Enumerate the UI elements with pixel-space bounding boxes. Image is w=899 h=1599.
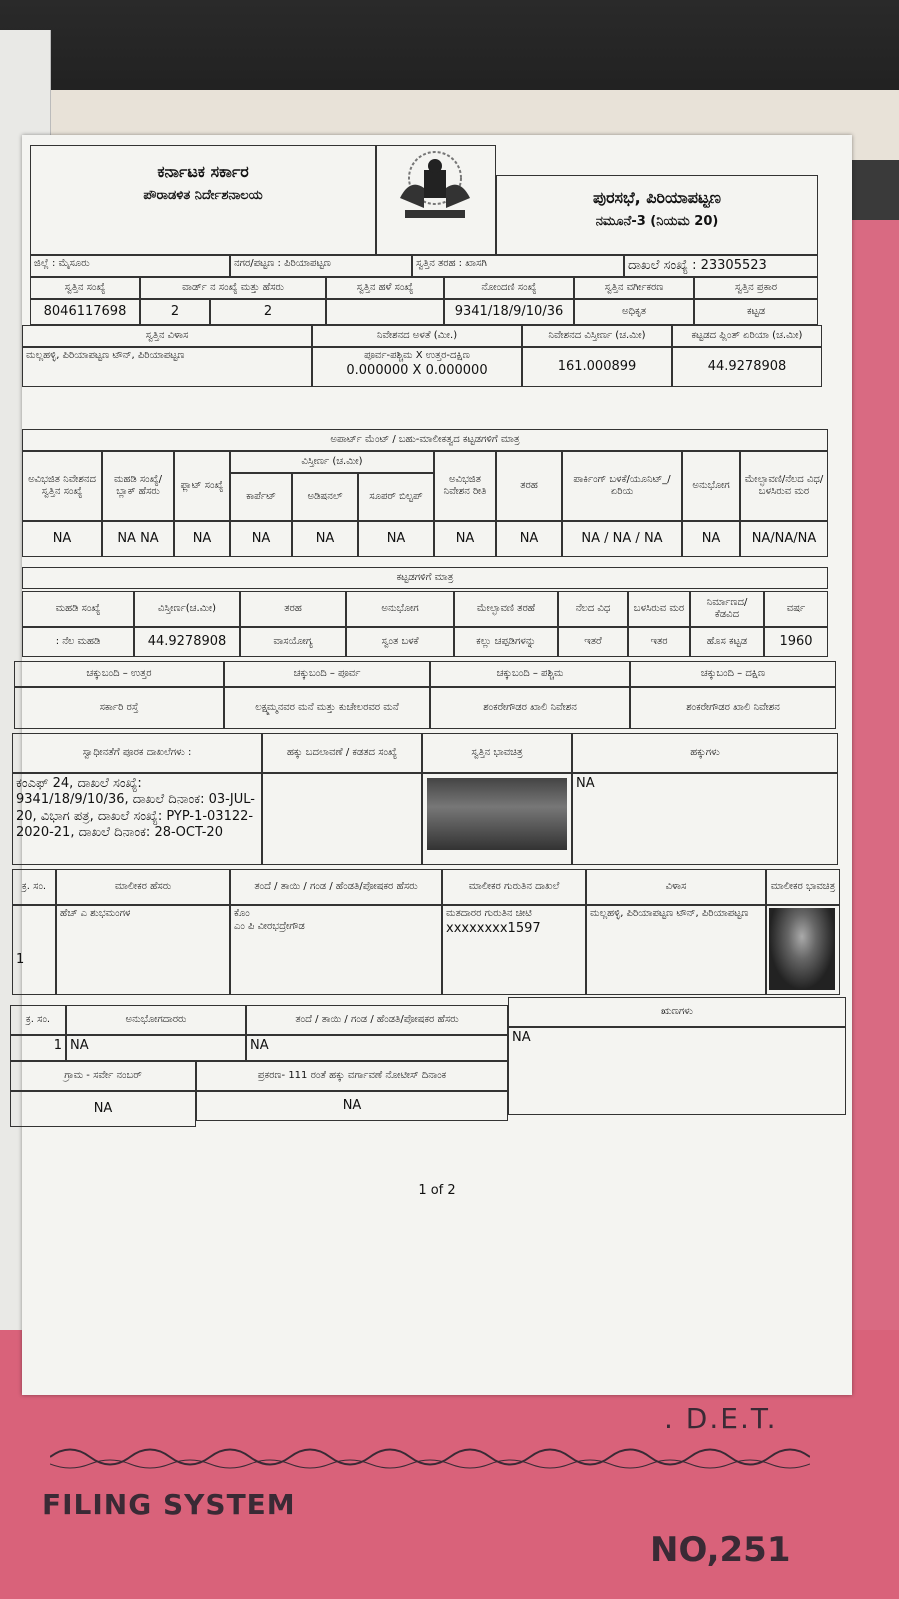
ward-no: 2: [140, 299, 210, 325]
docs-header: ಸ್ವಾಧೀನತೆಗೆ ಪೂರಕ ದಾಖಲೆಗಳು :: [12, 733, 262, 773]
bld-h-roof: ಮೇಲ್ಛಾವಣಿ ತರಹೆ: [454, 591, 558, 627]
own-name: ಹೆಚ್ ಎ ಶುಭಮಂಗಳ: [56, 905, 230, 995]
bld-built: ಹೊಸ ಕಟ್ಟಡ: [690, 627, 764, 657]
apt-val-additional: NA: [292, 521, 358, 557]
occ-sno: 1: [10, 1035, 66, 1061]
kind-header: ಸ್ವತ್ತಿನ ಪ್ರಕಾರ: [694, 277, 818, 299]
bnd-h-east: ಚಕ್ಕುಬಂದಿ – ಪೂರ್ವ: [224, 661, 430, 687]
prop-no-header: ಸ್ವತ್ತಿನ ಸಂಖ್ಯೆ: [30, 277, 140, 299]
bld-h-built: ನಿರ್ಮಾಣದ/ ಕೆಡವಿದ: [690, 591, 764, 627]
address-header: ಸ್ವತ್ತಿನ ವಿಳಾಸ: [22, 325, 312, 347]
apt-h-type: ತರಹ: [496, 451, 562, 521]
apt-h-parking: ಪಾರ್ಕಿಂಗ್ ಬಳಕೆ/ಯೂನಿಟ್_/ಏರಿಯ: [562, 451, 682, 521]
apt-val-roof: NA/NA/NA: [740, 521, 828, 557]
apt-h-use: ಅನುಭೋಗ: [682, 451, 740, 521]
prop-class: ಅಧಿಕೃತ: [574, 299, 694, 325]
apt-h-carpet: ಕಾರ್ಪೆಟ್: [230, 473, 292, 521]
apt-val-type: NA: [496, 521, 562, 557]
header-left: [30, 145, 376, 255]
apt-h-floor: ಮಹಡಿ ಸಂಖ್ಯೆ/ಬ್ಲಾಕ್ ಹೆಸರು: [102, 451, 174, 521]
building-title: ಕಟ್ಟಡಗಳಿಗೆ ಮಾತ್ರ: [22, 567, 828, 589]
apt-val-undivided: NA: [22, 521, 102, 557]
bnd-south: ಶಂಕರೇಗೌಡರ ಖಾಲಿ ನಿವೇಶನ: [630, 687, 836, 729]
apt-val-undiv-share: NA: [434, 521, 496, 557]
class-header: ಸ್ವತ್ತಿನ ವರ್ಗೀಕರಣ: [574, 277, 694, 299]
plinth-header: ಕಟ್ಟಡದ ಪ್ಲಿಂತ್ ಏರಿಯಾ (ಚ.ಮೀ): [672, 325, 822, 347]
occ-relation: NA: [246, 1035, 508, 1061]
bnd-north: ಸರ್ಕಾರಿ ರಸ್ತೆ: [14, 687, 224, 729]
site-area: 161.000899: [522, 347, 672, 387]
ward-name: 2: [210, 299, 326, 325]
page-number: 1 of 2: [418, 1183, 456, 1198]
prop-no: 8046117698: [30, 299, 140, 325]
old-no-header: ಸ್ವತ್ತಿನ ಹಳೆ ಸಂಖ್ಯೆ: [326, 277, 444, 299]
site-len-header: ನಿವೇಶನದ ಅಳತೆ (ಮೀ.): [312, 325, 522, 347]
header-emblem-cell: [376, 145, 496, 255]
district: ಜಿಲ್ಲೆ : ಮೈಸೂರು: [30, 255, 230, 277]
own-sno: 1: [12, 905, 56, 995]
own-h-sno: ಕ್ರ. ಸಂ.: [12, 869, 56, 905]
occ-liabilities: NA: [508, 1027, 846, 1115]
form-number: ನಮೂನೆ-3 (ನಿಯಮ 20): [595, 214, 719, 229]
gov-title: ಕರ್ನಾಟಕ ಸರ್ಕಾರ: [157, 162, 249, 181]
bld-h-use: ಅನುಭೋಗ: [346, 591, 454, 627]
bld-floortype: ಇತರೆ: [558, 627, 628, 657]
own-relation: ಎಂ ಪಿ ವೀರಭದ್ರೇಗೌಡ: [234, 920, 305, 932]
apt-val-floor: NA NA: [102, 521, 174, 557]
bld-h-wood: ಬಳಸಿರುವ ಮರ: [628, 591, 690, 627]
apt-h-undiv-share: ಅವಿಭಜಿತ ನಿವೇಶನ ರೀತಿ: [434, 451, 496, 521]
header-right: [496, 175, 818, 255]
address: ಮಲ್ಲಹಳ್ಳಿ, ಪಿರಿಯಾಪಟ್ಟಣ ಟೌನ್, ಪಿರಿಯಾಪಟ್ಟಣ: [22, 347, 312, 387]
change-header: ಹಕ್ಕು ಬದಲಾವಣೆ / ಕಡತದ ಸಂಖ್ಯೆ: [262, 733, 422, 773]
survey-header: ಗ್ರಾಮ - ಸರ್ವೇ ನಂಬರ್: [10, 1061, 196, 1091]
own-relation-type: ಕೊಂ: [234, 908, 250, 919]
apt-h-area: ವಿಸ್ತೀರ್ಣ (ಚ.ಮೀ): [230, 451, 434, 473]
folder-filing-label: FILING SYSTEM: [42, 1488, 296, 1521]
bld-h-type: ತರಹ: [240, 591, 346, 627]
bld-wood: ಇತರ: [628, 627, 690, 657]
own-id-cell: [442, 905, 586, 995]
own-address: ಮಲ್ಲಹಳ್ಳಿ, ಪಿರಿಯಾಪಟ್ಟಣ ಟೌನ್, ಪಿರಿಯಾಪಟ್ಟಣ: [586, 905, 766, 995]
plinth-area: 44.9278908: [672, 347, 822, 387]
bld-area: 44.9278908: [134, 627, 240, 657]
apt-val-flat: NA: [174, 521, 230, 557]
bld-h-floortype: ನೆಲದ ವಿಧ: [558, 591, 628, 627]
own-h-name: ಮಾಲೀಕರ ಹೆಸರು: [56, 869, 230, 905]
owner-photo: [769, 908, 835, 990]
bnd-west: ಶಂಕರೇಗೌಡರ ಖಾಲಿ ನಿವೇಶನ: [430, 687, 630, 729]
photo-header: ಸ್ವತ್ತಿನ ಭಾವಚಿತ್ರ: [422, 733, 572, 773]
apartment-title: ಅಪಾರ್ಟ್ ಮೆಂಟ್ / ಬಹು-ಮಾಲೀಕತ್ವದ ಕಟ್ಟಡಗಳಿಗೆ ಮಾತ್ರ: [22, 429, 828, 451]
notice-header: ಪ್ರಕರಣ- 111 ರಂತೆ ಹಕ್ಕು ವರ್ಗಾವಣೆ ನೋಟೀಸ್ ದಿನಾಂಕ: [196, 1061, 508, 1091]
owner-photo-cell: [766, 905, 840, 995]
folder-number: NO,251: [650, 1530, 791, 1570]
bld-roof: ಕಲ್ಲು ಚಪ್ಪಡಿಗಳನ್ನು: [454, 627, 558, 657]
own-h-id: ಮಾಲೀಕರ ಗುರುತಿನ ದಾಖಲೆ: [442, 869, 586, 905]
occ-h-relation: ತಂದೆ / ತಾಯಿ / ಗಂಡ / ಹೆಂಡತಿ/ಪೋಷಕರ ಹೆಸರು: [246, 1005, 508, 1035]
bnd-h-north: ಚಕ್ಕುಬಂದಿ – ಉತ್ತರ: [14, 661, 224, 687]
bnd-h-west: ಚಕ್ಕುಬಂದಿ – ಪಶ್ಚಿಮ: [430, 661, 630, 687]
apt-h-undivided: ಅವಿಭಜಿತ ನಿವೇಶನದ ಸ್ವತ್ತಿನ ಸಂಖ್ಯೆ: [22, 451, 102, 521]
apt-val-carpet: NA: [230, 521, 292, 557]
survey-value: NA: [10, 1091, 196, 1127]
property-photo: [427, 778, 567, 850]
apt-h-superbuilt: ಸೂಪರ್ ಬಿಲ್ಟಪ್: [358, 473, 434, 521]
dimensions-cell: [312, 347, 522, 387]
rights-header: ಹಕ್ಕುಗಳು: [572, 733, 838, 773]
municipality-name: ಪುರಸಭೆ, ಪಿರಿಯಾಪಟ್ಟಣ: [593, 188, 721, 207]
bld-h-area: ವಿಸ್ತೀರ್ಣ(ಚ.ಮೀ): [134, 591, 240, 627]
folder-det-label: . D.E.T.: [664, 1402, 778, 1435]
bld-type: ವಾಸಯೋಗ್ಯ: [240, 627, 346, 657]
bld-h-floor: ಮಹಡಿ ಸಂಖ್ಯೆ: [22, 591, 134, 627]
apt-val-superbuilt: NA: [358, 521, 434, 557]
occ-name: NA: [66, 1035, 246, 1061]
document-page: [16, 135, 852, 1395]
bld-use: ಸ್ವಂತ ಬಳಕೆ: [346, 627, 454, 657]
occ-h-liabilities: ಋಣಗಳು: [508, 997, 846, 1027]
own-relation-cell: [230, 905, 442, 995]
dims-label: ಪೂರ್ವ-ಪಶ್ಚಿಮ X ಉತ್ತರ-ದಕ್ಷಿಣ: [364, 350, 470, 361]
apt-h-roof: ಮೇಲ್ಛಾವಣಿ/ನೆಲದ ವಿಧ/ಬಳಸಿರುವ ಮರ: [740, 451, 828, 521]
change-value: [262, 773, 422, 865]
record-number: ದಾಖಲೆ ಸಂಖ್ಯೆ : 23305523: [624, 255, 818, 277]
property-category: ಸ್ವತ್ತಿನ ತರಹ : ಖಾಸಗಿ: [412, 255, 624, 277]
own-id-type: ಮತದಾರರ ಗುರುತಿನ ಚೀಟಿ: [446, 908, 532, 919]
state-emblem-icon: [380, 148, 490, 238]
own-id-no: xxxxxxxx1597: [446, 920, 541, 936]
bld-h-year: ವರ್ಷ: [764, 591, 828, 627]
occ-h-sno: ಕ್ರ. ಸಂ.: [10, 1005, 66, 1035]
occ-h-name: ಅನುಭೋಗದಾರರು: [66, 1005, 246, 1035]
old-no: [326, 299, 444, 325]
bld-floor: : ನೆಲ ಮಹಡಿ: [22, 627, 134, 657]
reg-no: 9341/18/9/10/36: [444, 299, 574, 325]
town: ನಗರ/ಪಟ್ಟಣ : ಪಿರಿಯಾಪಟ್ಟಣ: [230, 255, 412, 277]
site-area-header: ನಿವೇಶನದ ವಿಸ್ತೀರ್ಣ (ಚ.ಮೀ): [522, 325, 672, 347]
prop-kind: ಕಟ್ಟಡ: [694, 299, 818, 325]
folder-ornament: [50, 1442, 810, 1472]
apt-val-parking: NA / NA / NA: [562, 521, 682, 557]
own-h-address: ವಿಳಾಸ: [586, 869, 766, 905]
bnd-east: ಲಕ್ಷ್ಮಮ್ಮನವರ ಮನೆ ಮತ್ತು ಕುಚೇಲರವರ ಮನೆ: [224, 687, 430, 729]
ward-header: ವಾರ್ಡ್ ನ ಸಂಖ್ಯೆ ಮತ್ತು ಹೆಸರು: [140, 277, 326, 299]
notice-value: NA: [196, 1091, 508, 1121]
docs-text: ಕಂಎಫ್ 24, ದಾಖಲೆ ಸಂಖ್ಯೆ: 9341/18/9/10/36, ದಾಖಲೆ ದಿನಾಂಕ: 03-JUL-20, ವಿಭಾಗ ಪತ್ರ, ದಾಖಲೆ ಸಂಖ್ಯೆ: PYP-1-03122-2020-21, ದಾಖಲೆ ದಿನಾಂಕ: 28-OCT-20: [12, 773, 262, 865]
apt-h-additional: ಅಡಿಷನಲ್: [292, 473, 358, 521]
rights-value: NA: [572, 773, 838, 865]
property-photo-cell: [422, 773, 572, 865]
bld-year: 1960: [764, 627, 828, 657]
own-h-photo: ಮಾಲೀಕರ ಭಾವಚಿತ್ರ: [766, 869, 840, 905]
apt-val-use: NA: [682, 521, 740, 557]
dept-name: ಪೌರಾಡಳಿತ ನಿರ್ದೇಶನಾಲಯ: [143, 188, 263, 203]
reg-no-header: ನೋಂದಣಿ ಸಂಖ್ಯೆ: [444, 277, 574, 299]
dims-value: 0.000000 X 0.000000: [346, 362, 488, 378]
bnd-h-south: ಚಕ್ಕುಬಂದಿ – ದಕ್ಷಿಣ: [630, 661, 836, 687]
apt-h-flat: ಫ್ಲಾಟ್ ಸಂಖ್ಯೆ: [174, 451, 230, 521]
own-h-relation: ತಂದೆ / ತಾಯಿ / ಗಂಡ / ಹೆಂಡತಿ/ಪೋಷಕರ ಹೆಸರು: [230, 869, 442, 905]
